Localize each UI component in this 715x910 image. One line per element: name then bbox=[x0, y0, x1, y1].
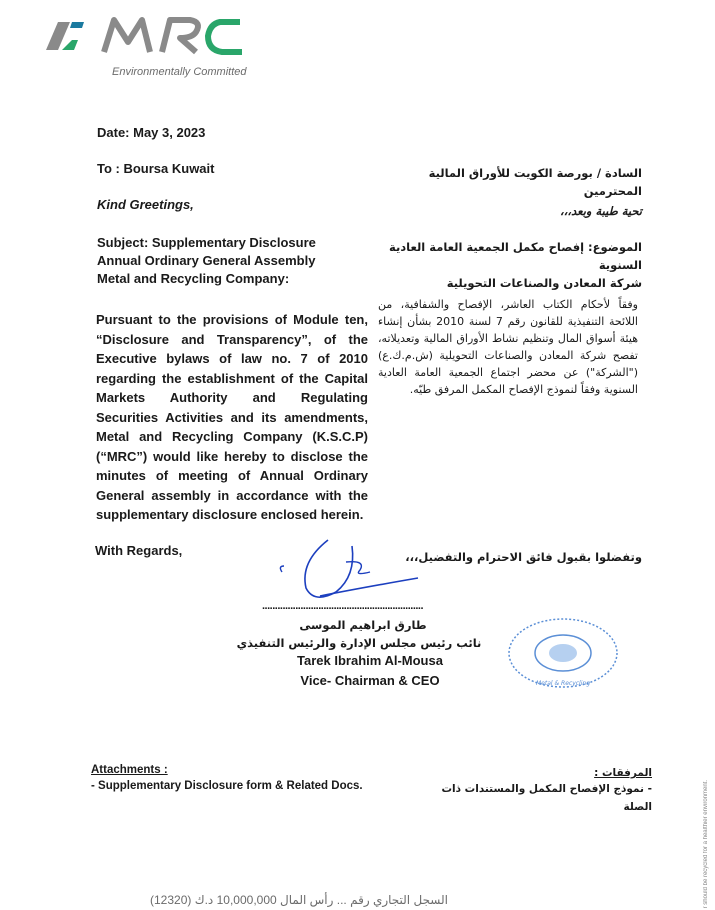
closing-ar: وتفضلوا بقبول فائق الاحترام والتفضيل،،، bbox=[405, 550, 642, 564]
attachments-item-ar: - نموذج الإفصاح المكمل والمستندات ذات الصلة bbox=[441, 783, 652, 813]
signature-line: ............................................................... bbox=[262, 600, 424, 612]
recipient-ar: السادة / بورصة الكويت للأوراق المالية المحترمين bbox=[428, 166, 642, 198]
recipient-en: To : Boursa Kuwait bbox=[97, 161, 215, 176]
mrc-logo-icon bbox=[44, 12, 254, 62]
greeting-ar: تحية طيبة وبعد،،، bbox=[560, 204, 642, 218]
signatory-name-ar: طارق ابراهيم الموسى bbox=[299, 618, 427, 632]
seal-stamp-icon bbox=[505, 615, 623, 693]
subject-ar-line: شركة المعادن والصناعات التحويلية bbox=[446, 276, 642, 290]
company-seal bbox=[505, 615, 623, 698]
subject-ar-line: الموضوع: إفصاح مكمل الجمعية العامة العادية السنوية bbox=[388, 240, 642, 272]
body-en: Pursuant to the provisions of Module ten, “Disclosure and Transparency”, of the Executive bylaws of law no. 7 of 2010 regarding the establishment of the Capital Markets Authority and Regulating Securities Activities and its amendments, Metal and Recycling Company (K.S.C.P)(“MRC”) would like hereby to disclose the minutes of meeting of Annual Ordinary General assembly in accordance with the supplementary disclosure enclosed herein. bbox=[96, 312, 368, 522]
subject-ar bbox=[362, 238, 642, 292]
attachments-heading-ar: المرفقات : bbox=[594, 767, 652, 779]
signatory-name-en: Tarek Ibrahim Al-Mousa bbox=[297, 653, 443, 668]
attachments-item-en: - Supplementary Disclosure form & Related Docs. bbox=[91, 780, 363, 792]
greeting-en: Kind Greetings, bbox=[97, 197, 194, 212]
subject-en bbox=[97, 234, 316, 288]
subject-en-line: Subject: Supplementary Disclosure bbox=[97, 235, 316, 250]
footer-registration: (12320) السجل التجاري رقم ... رأس المال 10,000,000 د.ك bbox=[150, 893, 449, 907]
body-ar: وفقاً لأحكام الكتاب العاشر، الإفصاح والشفافية، من اللائحة التنفيذية للقانون رقم 7 لسنة 2010 بشأن إنشاء هيئة أسواق المال وتنظيم نشاط الأوراق المالية وتعديلاته، تفصح شركة المعادن والصناعات التحويلية (ش.م.ك.ع) ("الشركة") عن محضر اجتماع الجمعية العامة العادية السنوية وفقاً لنموذج الإفصاح المكمل المرفق طيّه. bbox=[378, 298, 638, 396]
attachments-heading-en: Attachments : bbox=[91, 764, 168, 776]
letter-date: Date: May 3, 2023 bbox=[97, 125, 206, 140]
logo-tagline: Environmentally Committed bbox=[112, 66, 247, 78]
signatory-title-ar: نائب رئيس مجلس الإدارة والرئيس التنفيذي bbox=[236, 636, 482, 650]
recycle-note: r should be recycled for a healthier environment. bbox=[703, 780, 709, 909]
svg-text:Metal & Recycling: Metal & Recycling bbox=[535, 680, 591, 687]
company-logo bbox=[44, 12, 254, 67]
subject-en-line: Annual Ordinary General Assembly bbox=[97, 253, 316, 268]
subject-en-line: Metal and Recycling Company: bbox=[97, 271, 290, 286]
closing-en: With Regards, bbox=[95, 543, 183, 558]
signatory-title-en: Vice- Chairman & CEO bbox=[300, 673, 440, 688]
